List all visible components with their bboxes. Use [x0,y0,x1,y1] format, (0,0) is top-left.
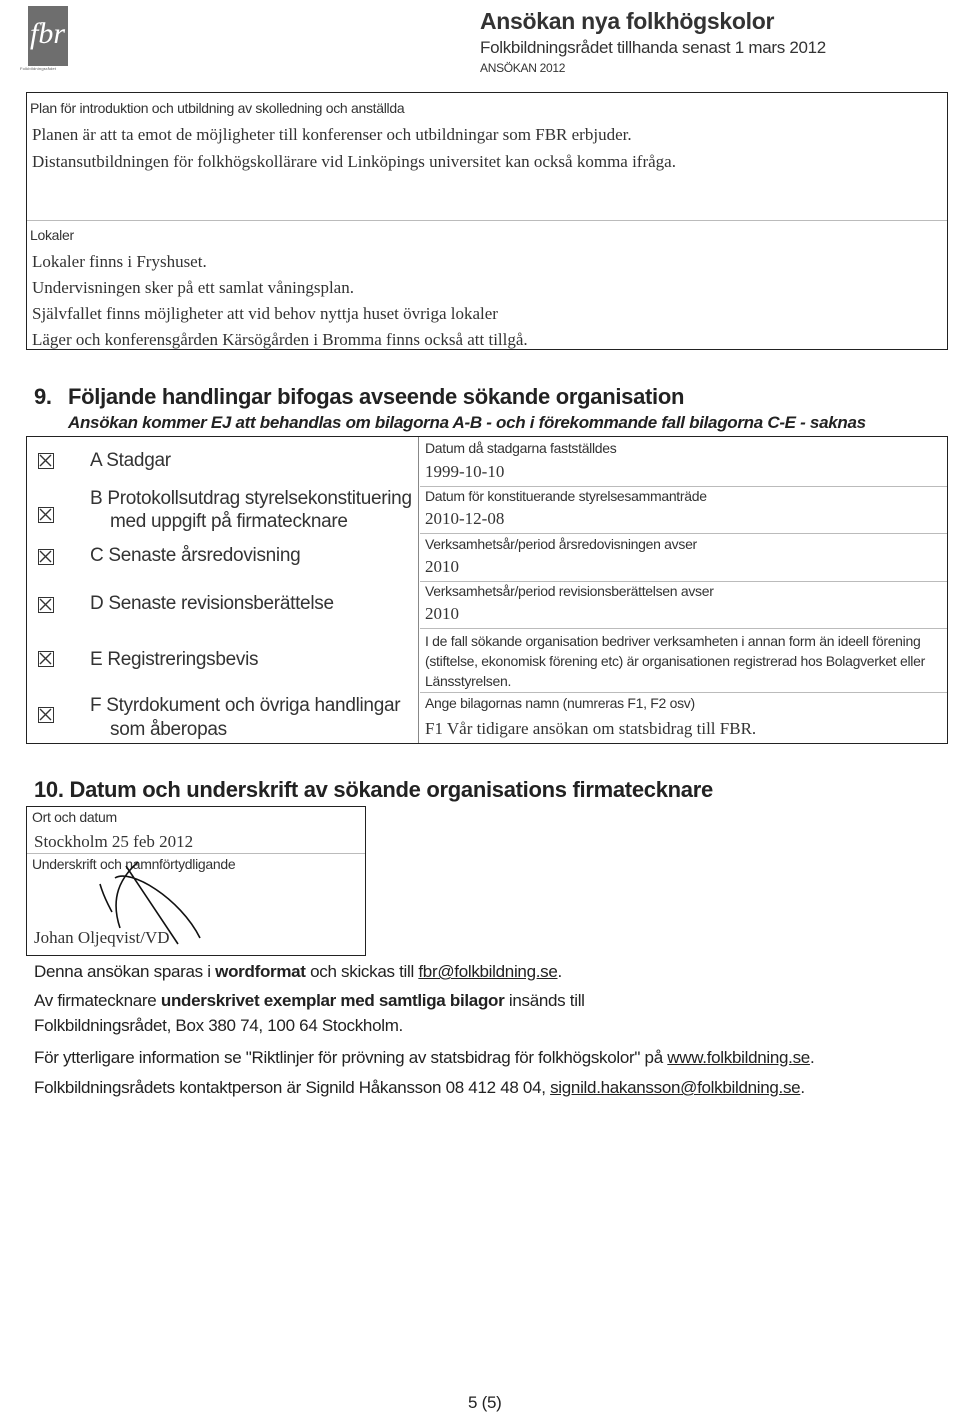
section-9-title: Följande handlingar bifogas avseende sökande organisation [68,384,685,409]
plan-line-2: Distansutbildningen för folkhögskollärare vid Linköpings universitet kan också komma ifråga. [32,152,676,171]
row-divider [420,628,947,629]
logo-subtext: Folkbildningsrådet [20,66,57,71]
table-divider [418,437,419,743]
footer-bold: underskrivet exemplar med samtliga bilagor [160,991,505,1010]
footer-text: och skickas till [305,962,419,981]
checkbox-e[interactable] [38,651,54,667]
item-c-label: C Senaste årsredovisning [90,545,301,566]
form-code: ANSÖKAN 2012 [480,61,566,75]
ort-label: Ort och datum [32,809,117,825]
item-b-right-label: Datum för konstituerande styrelsesammanträde [425,488,707,504]
section-9-note: Ansökan kommer EJ att behandlas om bilagorna A-B - och i förekommande fall bilagorna C-E - saknas [68,413,866,432]
footer-text: Av firmatecknare [34,991,161,1010]
section-9-number: 9. [34,384,52,409]
item-a-label: A Stadgar [90,450,171,471]
footer-line-3: Folkbildningsrådet, Box 380 74, 100 64 Stockholm. [34,1016,403,1035]
page-number: 5 (5) [468,1393,502,1412]
footer-text: . [557,962,562,981]
footer-text: Folkbildningsrådets kontaktperson är Signild Håkansson 08 412 48 04, [34,1078,551,1097]
divider [27,220,947,221]
row-divider [420,533,947,534]
checkbox-c[interactable] [38,549,54,565]
logo-text: fbr [30,17,66,50]
item-f-right-value: F1 Vår tidigare ansökan om statsbidrag till FBR. [425,719,757,738]
item-f-label-2: som åberopas [110,719,227,740]
sign-label: Underskrift och namnförtydligande [32,856,236,872]
page-title: Ansökan nya folkhögskolor [480,8,775,34]
page-subtitle: Folkbildningsrådet tillhanda senast 1 mars 2012 [480,38,826,57]
item-e-right-label: I de fall sökande organisation bedriver verksamheten i annan form än ideell förening (stiftelse, ekonomisk förening etc) är organisationen registrerad hos Bolagverket eller Länsstyrelsen. [425,633,925,689]
checkbox-d[interactable] [38,597,54,613]
item-d-right-label: Verksamhetsår/period revisionsberättelsen avser [425,583,714,599]
row-divider [420,581,947,582]
footer-text: . [800,1078,805,1097]
sign-name: Johan Oljeqvist/VD [34,928,170,947]
section-10-title: 10. Datum och underskrift av sökande organisations firmatecknare [34,777,713,802]
ort-value: Stockholm 25 feb 2012 [34,832,194,851]
footer-text: insänds till [504,991,585,1010]
row-divider [420,692,947,693]
email-link-fbr[interactable]: fbr@folkbildning.se [418,962,558,981]
checkbox-a[interactable] [38,453,54,469]
website-link[interactable]: www.folkbildning.se [667,1048,810,1067]
logo [28,6,68,66]
divider [27,853,365,854]
item-d-label: D Senaste revisionsberättelse [90,593,334,614]
checkbox-b[interactable] [38,507,54,523]
lokaler-line-4: Läger och konferensgården Kärsögården i Bromma finns också att tillgå. [32,330,528,349]
footer-text: Denna ansökan sparas i [34,962,216,981]
item-f-right-label: Ange bilagornas namn (numreras F1, F2 osv) [425,695,695,711]
item-d-right-value: 2010 [425,604,459,623]
item-a-right-label: Datum då stadgarna fastställdes [425,440,617,456]
item-c-right-value: 2010 [425,557,459,576]
footer-text: . [809,1048,815,1067]
lokaler-line-1: Lokaler finns i Fryshuset. [32,252,207,271]
row-divider [420,486,947,487]
footer-line-1 [34,962,562,982]
plan-line-1: Planen är att ta emot de möjligheter till konferenser och utbildningar som FBR erbjuder. [32,125,632,144]
item-f-label-1: F Styrdokument och övriga handlingar [90,695,401,716]
footer-bold: wordformat [215,962,306,981]
item-a-right-value: 1999-10-10 [425,462,505,481]
lokaler-label: Lokaler [30,227,74,243]
checkbox-f[interactable] [38,707,54,723]
plan-label: Plan för introduktion och utbildning av skolledning och anställda [30,100,405,116]
footer-line-2 [34,991,585,1011]
email-link-contact[interactable]: signild.hakansson@folkbildning.se [550,1078,801,1097]
item-c-right-label: Verksamhetsår/period årsredovisningen avser [425,536,697,552]
footer-text: För ytterligare information se "Riktlinjer för prövning av statsbidrag för folkhögskolor" på [34,1048,668,1067]
item-b-right-value: 2010-12-08 [425,509,505,528]
footer-line-4 [34,1048,814,1068]
item-b-label-2: med uppgift på firmatecknare [110,511,348,532]
item-e-label: E Registreringsbevis [90,649,259,670]
lokaler-line-3: Självfallet finns möjligheter att vid behov nyttja huset övriga lokaler [32,304,498,323]
item-b-label-1: B Protokollsutdrag styrelsekonstituering [90,488,412,509]
lokaler-line-2: Undervisningen sker på ett samlat våningsplan. [32,278,354,297]
footer-line-5 [34,1078,805,1098]
